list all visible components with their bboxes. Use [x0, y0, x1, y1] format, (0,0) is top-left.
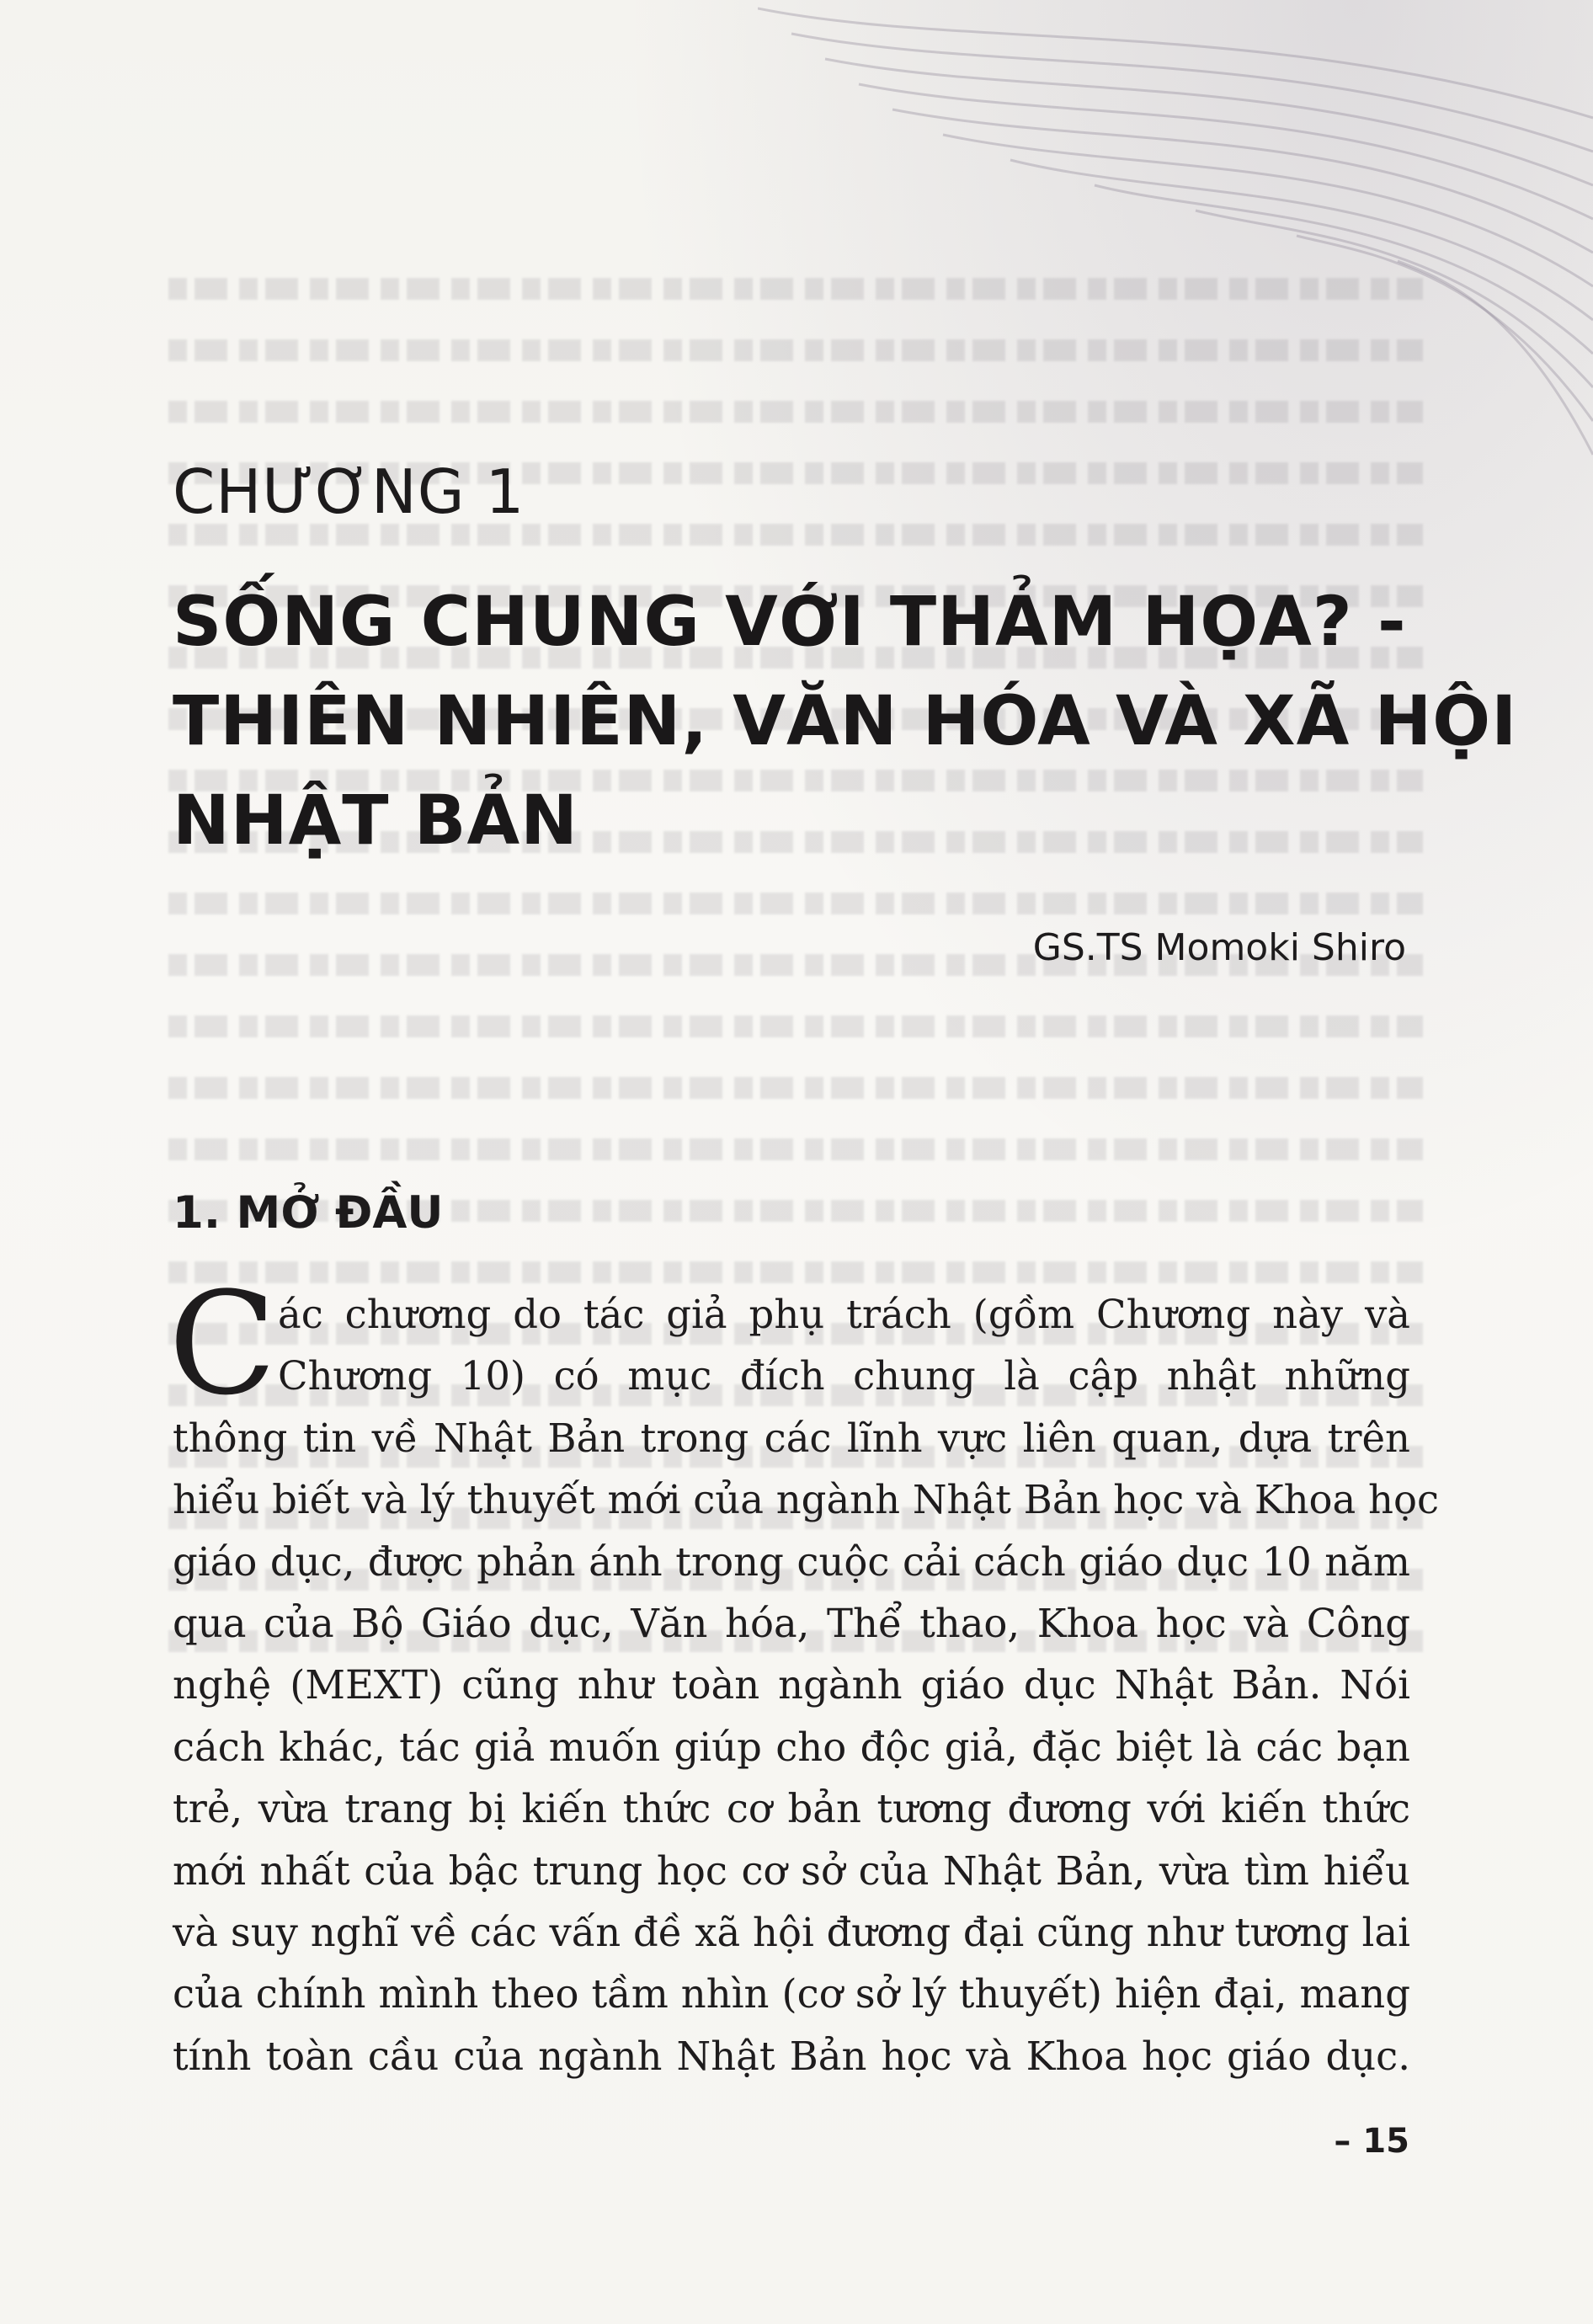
paragraph-line: Chương 10) có mục đích chung là cập nhật những: [278, 1353, 1410, 1399]
paragraph-line: tính toàn cầu của ngành Nhật Bản học và Khoa học giáo dục.: [173, 2033, 1410, 2079]
page-number: – 15: [1334, 2122, 1409, 2161]
paragraph-line: hiểu biết và lý thuyết mới của ngành Nhật Bản học và Khoa học: [173, 1477, 1440, 1523]
chapter-title-line: THIÊN NHIÊN, VĂN HÓA VÀ XÃ HỘI: [173, 682, 1518, 761]
paragraph-line: mới nhất của bậc trung học cơ sở của Nhật Bản, vừa tìm hiểu: [173, 1847, 1410, 1894]
paragraph-line: qua của Bộ Giáo dục, Văn hóa, Thể thao, Khoa học và Công: [173, 1600, 1410, 1646]
paragraph-line: giáo dục, được phản ánh trong cuộc cải cách giáo dục 10 năm: [173, 1538, 1410, 1585]
author-name: GS.TS Momoki Shiro: [1032, 926, 1406, 969]
paragraph-line: nghệ (MEXT) cũng như toàn ngành giáo dục Nhật Bản. Nói: [173, 1662, 1410, 1708]
section-heading: 1. MỞ ĐẦU: [173, 1187, 444, 1239]
paragraph-line: và suy nghĩ về các vấn đề xã hội đương đại cũng như tương lai: [173, 1909, 1410, 1955]
paragraph-line: cách khác, tác giả muốn giúp cho độc giả, đặc biệt là các bạn: [173, 1724, 1410, 1770]
paragraph-line: thông tin về Nhật Bản trong các lĩnh vực liên quan, dựa trên: [173, 1415, 1410, 1461]
chapter-title: [173, 573, 1518, 871]
paragraph-line: của chính mình theo tầm nhìn (cơ sở lý thuyết) hiện đại, mang: [173, 1971, 1410, 2018]
chapter-title-line: SỐNG CHUNG VỚI THẢM HỌA? -: [173, 583, 1407, 662]
chapter-title-line: NHẬT BẢN: [173, 781, 578, 861]
drop-cap: C: [168, 1261, 277, 1426]
chapter-label: CHƯƠNG 1: [173, 456, 525, 527]
paragraph-line: ác chương do tác giả phụ trách (gồm Chương này và: [278, 1292, 1410, 1337]
paragraph-line: trẻ, vừa trang bị kiến thức cơ bản tương đương với kiến thức: [173, 1786, 1410, 1832]
body-paragraph: [173, 1284, 1440, 2087]
